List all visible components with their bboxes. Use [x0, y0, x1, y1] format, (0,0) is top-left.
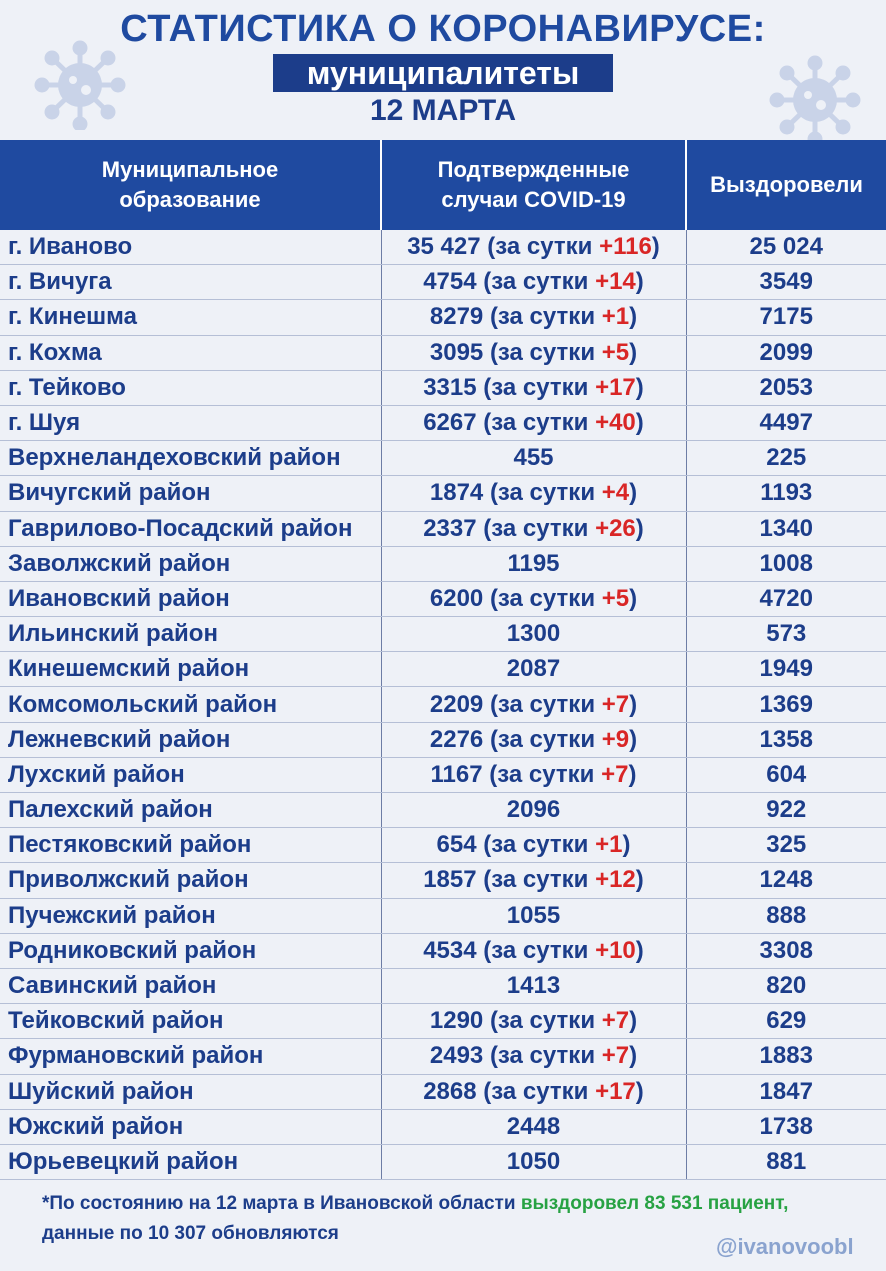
daily-increase-suffix: )	[629, 690, 638, 718]
municipality-name: Приволжский район	[0, 863, 381, 898]
cases-total: 1167	[430, 760, 483, 788]
confirmed-cases	[381, 581, 686, 616]
daily-increase: +17	[595, 1077, 636, 1105]
recovered-count: 573	[686, 617, 886, 652]
table-row	[0, 1074, 886, 1109]
daily-increase-suffix: )	[629, 479, 638, 507]
cases-total: 2493	[429, 1042, 484, 1070]
cases-total: 1195	[507, 549, 560, 577]
recovered-count: 1248	[686, 863, 886, 898]
cases-total: 1857	[423, 866, 477, 894]
municipality-name: Ильинский район	[0, 617, 381, 652]
daily-increase-prefix: (за сутки	[483, 514, 596, 542]
daily-increase: +4	[601, 479, 630, 507]
recovered-count: 1340	[686, 511, 886, 546]
daily-increase-prefix: (за сутки	[483, 1077, 596, 1105]
cases-total: 3095	[429, 338, 484, 366]
recovered-count: 888	[686, 898, 886, 933]
daily-increase-suffix: )	[635, 514, 644, 542]
confirmed-cases	[381, 1074, 686, 1109]
daily-increase-prefix: (за сутки	[489, 303, 602, 331]
municipality-name: г. Тейково	[0, 370, 381, 405]
daily-increase-suffix: )	[629, 338, 638, 366]
cases-total: 2868	[423, 1077, 477, 1105]
daily-increase: +10	[595, 936, 636, 964]
daily-increase: +1	[601, 303, 630, 331]
confirmed-cases	[381, 793, 686, 828]
recovered-count: 629	[686, 1004, 886, 1039]
daily-increase: +9	[601, 725, 630, 753]
table-row	[0, 335, 886, 370]
daily-increase: +40	[595, 409, 636, 437]
daily-increase-suffix: )	[629, 725, 638, 753]
table-row	[0, 581, 886, 616]
municipality-name: г. Вичуга	[0, 265, 381, 300]
recovered-count: 922	[686, 793, 886, 828]
daily-increase-prefix: (за сутки	[489, 760, 602, 788]
municipality-name: Лежневский район	[0, 722, 381, 757]
daily-increase: +5	[601, 584, 630, 612]
recovered-count: 1008	[686, 546, 886, 581]
recovered-count: 1738	[686, 1109, 886, 1144]
cases-total: 1300	[506, 620, 561, 648]
confirmed-cases	[381, 335, 686, 370]
recovered-count: 25 024	[686, 230, 886, 265]
table-header-row	[0, 140, 886, 230]
table-row	[0, 1109, 886, 1144]
cases-total: 1050	[506, 1147, 561, 1175]
table-row	[0, 300, 886, 335]
table-row	[0, 546, 886, 581]
recovered-count: 2053	[686, 370, 886, 405]
cases-total: 1055	[506, 901, 561, 929]
confirmed-cases	[381, 405, 686, 440]
municipality-name: Савинский район	[0, 968, 381, 1003]
municipality-name: г. Иваново	[0, 230, 381, 265]
confirmed-cases	[381, 300, 686, 335]
daily-increase: +14	[595, 268, 636, 296]
daily-increase-prefix: (за сутки	[483, 409, 596, 437]
recovered-count: 3308	[686, 933, 886, 968]
confirmed-cases	[381, 722, 686, 757]
table-row	[0, 898, 886, 933]
recovered-count: 1883	[686, 1039, 886, 1074]
recovered-count: 1949	[686, 652, 886, 687]
recovered-count: 1358	[686, 722, 886, 757]
cases-total: 2337	[423, 514, 477, 542]
confirmed-cases	[381, 828, 686, 863]
recovered-count: 2099	[686, 335, 886, 370]
cases-total: 2087	[506, 655, 561, 683]
table-row	[0, 793, 886, 828]
daily-increase: +5	[601, 338, 630, 366]
recovered-count: 3549	[686, 265, 886, 300]
table-row	[0, 1144, 886, 1179]
recovered-count: 325	[686, 828, 886, 863]
table-row	[0, 511, 886, 546]
cases-total: 2448	[506, 1112, 561, 1140]
daily-increase-suffix: )	[635, 268, 644, 296]
confirmed-cases	[381, 757, 686, 792]
confirmed-cases	[381, 863, 686, 898]
table-row	[0, 441, 886, 476]
municipality-name: Шуйский район	[0, 1074, 381, 1109]
recovered-count: 7175	[686, 300, 886, 335]
municipality-name: г. Кинешма	[0, 300, 381, 335]
daily-increase-suffix: )	[629, 1042, 638, 1070]
municipality-name: Тейковский район	[0, 1004, 381, 1039]
cases-total: 1290	[429, 1007, 484, 1035]
table-row	[0, 757, 886, 792]
confirmed-cases	[381, 546, 686, 581]
table-row	[0, 230, 886, 265]
table-row	[0, 1004, 886, 1039]
daily-increase-prefix: (за сутки	[489, 479, 602, 507]
social-handle: @ivanovoobl	[716, 1234, 854, 1259]
recovered-count: 1193	[686, 476, 886, 511]
column-header-municipality: Муниципальное образование	[0, 140, 381, 230]
recovered-count: 4720	[686, 581, 886, 616]
table-row	[0, 1039, 886, 1074]
municipality-name: Южский район	[0, 1109, 381, 1144]
confirmed-cases	[381, 687, 686, 722]
confirmed-cases	[381, 370, 686, 405]
municipality-name: Пестяковский район	[0, 828, 381, 863]
stats-table	[0, 140, 886, 1180]
daily-increase-prefix: (за сутки	[489, 725, 602, 753]
cases-total: 6267	[423, 409, 477, 437]
confirmed-cases	[381, 1144, 686, 1179]
daily-increase-suffix: )	[635, 936, 644, 964]
table-row	[0, 968, 886, 1003]
municipality-name: Гаврилово-Посадский район	[0, 511, 381, 546]
table-row	[0, 722, 886, 757]
daily-increase-suffix: )	[622, 831, 631, 859]
daily-increase-prefix: (за сутки	[489, 584, 602, 612]
cases-total: 6200	[429, 584, 484, 612]
recovered-count: 881	[686, 1144, 886, 1179]
municipality-name: Родниковский район	[0, 933, 381, 968]
daily-increase-prefix: (за сутки	[489, 338, 602, 366]
daily-increase: +7	[601, 1042, 630, 1070]
table-row	[0, 617, 886, 652]
daily-increase-prefix: (за сутки	[483, 268, 596, 296]
cases-total: 35 427	[407, 233, 481, 261]
daily-increase-suffix: )	[629, 303, 638, 331]
cases-total: 1874	[429, 479, 484, 507]
municipality-name: Вичугский район	[0, 476, 381, 511]
daily-increase-suffix: )	[635, 866, 644, 894]
municipality-name: Лухский район	[0, 757, 381, 792]
daily-increase-prefix: (за сутки	[489, 690, 602, 718]
table-row	[0, 863, 886, 898]
municipality-name: Комсомольский район	[0, 687, 381, 722]
table-row	[0, 370, 886, 405]
municipality-name: Заволжский район	[0, 546, 381, 581]
confirmed-cases	[381, 1109, 686, 1144]
confirmed-cases	[381, 511, 686, 546]
table-row	[0, 828, 886, 863]
daily-increase-suffix: )	[629, 584, 638, 612]
municipality-name: г. Шуя	[0, 405, 381, 440]
daily-increase: +7	[601, 760, 629, 788]
municipality-name: Верхнеландеховский район	[0, 441, 381, 476]
cases-total: 1413	[506, 972, 561, 1000]
daily-increase: +26	[595, 514, 636, 542]
daily-increase: +12	[595, 866, 636, 894]
table-row	[0, 405, 886, 440]
header	[0, 0, 886, 140]
confirmed-cases	[381, 617, 686, 652]
cases-total: 2276	[429, 725, 484, 753]
confirmed-cases	[381, 968, 686, 1003]
confirmed-cases	[381, 441, 686, 476]
municipality-name: Ивановский район	[0, 581, 381, 616]
daily-increase-prefix: (за сутки	[483, 373, 596, 401]
municipality-name: Палехский район	[0, 793, 381, 828]
daily-increase-prefix: (за сутки	[489, 1042, 602, 1070]
report-date: 12 МАРТА	[369, 94, 517, 127]
cases-total: 654	[436, 831, 477, 859]
daily-increase: +116	[599, 233, 652, 261]
footnote: *По состоянию на 12 марта в Ивановской области выздоровел 83 531 пациент, данные по 10 307 обновляются	[42, 1193, 789, 1244]
daily-increase-prefix: (за сутки	[483, 866, 596, 894]
cases-total: 2096	[506, 796, 561, 824]
cases-total: 4754	[423, 268, 477, 296]
daily-increase-prefix: (за сутки	[489, 1007, 602, 1035]
cases-total: 2209	[429, 690, 484, 718]
confirmed-cases	[381, 933, 686, 968]
confirmed-cases	[381, 476, 686, 511]
municipality-name: Пучежский район	[0, 898, 381, 933]
municipality-name: г. Кохма	[0, 335, 381, 370]
column-header-recovered: Выздоровели	[686, 140, 886, 230]
daily-increase-prefix: (за сутки	[483, 936, 596, 964]
daily-increase: +1	[595, 831, 623, 859]
table-row	[0, 652, 886, 687]
recovered-count: 225	[686, 441, 886, 476]
confirmed-cases	[381, 1039, 686, 1074]
municipality-name: Кинешемский район	[0, 652, 381, 687]
daily-increase: +7	[601, 690, 630, 718]
page-title: СТАТИСТИКА О КОРОНАВИРУСЕ:	[120, 8, 766, 50]
municipality-name: Юрьевецкий район	[0, 1144, 381, 1179]
page-subtitle: муниципалитеты	[273, 54, 613, 92]
daily-increase: +17	[595, 373, 636, 401]
daily-increase-suffix: )	[635, 373, 644, 401]
daily-increase-prefix: (за сутки	[483, 831, 596, 859]
recovered-count: 4497	[686, 405, 886, 440]
table-row	[0, 687, 886, 722]
daily-increase-suffix: )	[635, 409, 644, 437]
cases-total: 455	[513, 444, 554, 472]
daily-increase: +7	[601, 1007, 630, 1035]
municipality-name: Фурмановский район	[0, 1039, 381, 1074]
daily-increase-suffix: )	[629, 1007, 638, 1035]
cases-total: 8279	[429, 303, 484, 331]
recovered-count: 604	[686, 757, 886, 792]
recovered-count: 820	[686, 968, 886, 1003]
confirmed-cases	[381, 1004, 686, 1039]
cases-total: 4534	[423, 936, 477, 964]
confirmed-cases	[381, 265, 686, 300]
daily-increase-suffix: )	[628, 760, 637, 788]
table-row	[0, 476, 886, 511]
table-row	[0, 265, 886, 300]
table-row	[0, 933, 886, 968]
column-header-cases: Подтвержденные случаи COVID-19	[381, 140, 686, 230]
confirmed-cases	[381, 652, 686, 687]
daily-increase-suffix: )	[635, 1077, 644, 1105]
cases-total: 3315	[423, 373, 477, 401]
recovered-count: 1369	[686, 687, 886, 722]
confirmed-cases	[381, 230, 686, 265]
confirmed-cases	[381, 898, 686, 933]
daily-increase-prefix: (за сутки	[487, 233, 600, 261]
recovered-count: 1847	[686, 1074, 886, 1109]
daily-increase-suffix: )	[651, 233, 660, 261]
